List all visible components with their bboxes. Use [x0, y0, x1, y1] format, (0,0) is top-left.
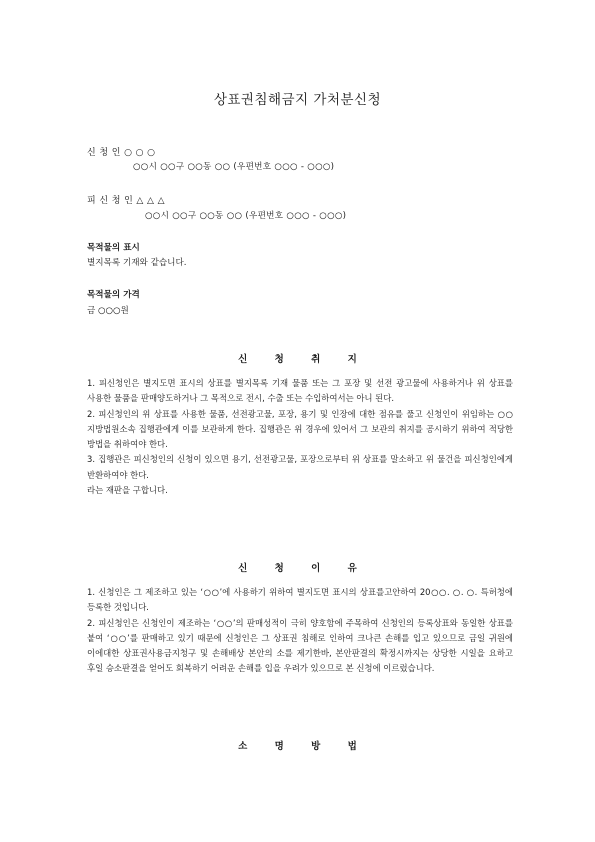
purpose-item-2: 2. 피신청인의 위 상표를 사용한 물품, 선전광고물, 포장, 용기 및 인장에 대한 점유를 풀고 신청인이 위임하는 ○○지방법원소속 집행관에게 이를 보관하게 한다. 집행관은 위 경우에 있어서 그 보관의 취지를 공시하기 위하여 적당한 방법을 취하여야 한다.	[87, 408, 513, 450]
applicant-address: ○○시 ○○구 ○○동 ○○ (우편번호 ○○○ - ○○○)	[133, 162, 335, 172]
respondent-address: ○○시 ○○구 ○○동 ○○ (우편번호 ○○○ - ○○○)	[145, 211, 347, 221]
purpose-closing: 라는 재판을 구합니다.	[87, 485, 168, 496]
purpose-item-3: 3. 집행관은 피신청인의 신청이 있으면 용기, 선전광고물, 포장으로부터 위 상표를 말소하고 위 물건을 피신청인에게 반환하여야 한다.	[87, 454, 513, 480]
purpose-item-1: 1. 피신청인은 별지도면 표시의 상표를 별지목록 기재 물품 또는 그 포장 및 선전 광고물에 사용하거나 위 상표를 사용한 물품을 판매양도하거나 그 목적으로 전시, 수출 또는 수입하여서는 아니 된다.	[87, 378, 513, 404]
object-label: 목적물의 표시	[87, 243, 140, 253]
reason-section	[87, 585, 513, 677]
reason-item-1: 1. 신청인은 그 제조하고 있는 ‘○○’에 사용하기 위하여 별지도면 표시의 상표를고안하여 20○○. ○. ○. 특허청에 등록한 것입니다.	[87, 587, 513, 613]
object-value: 별지목록 기재와 같습니다.	[87, 258, 187, 268]
respondent-line: 피 신 청 인 △ △ △	[87, 196, 165, 206]
document-title: 상표권침해금지 가처분신청	[213, 92, 382, 108]
price-label: 목적물의 가격	[87, 290, 140, 300]
purpose-section	[87, 376, 513, 498]
reason-item-2: 2. 피신청인은 신청인이 제조하는 ‘○○’의 판매성적이 극히 양호함에 주목하여 신청인의 등록상표와 동일한 상표를 붙여 ‘○○’를 판매하고 있기 때문에 신청인은 그 상표권 침해로 인하여 크나큰 손해를 입고 있으므로 금일 귀원에 이에대한 상표권사용금지청구 및 손해배상 본안의 소를 제기한바, 본안판결의 확정시까지는 상당한 시일을 요하고 후일 승소판결을 얻어도 회복하기 어려운 손해를 입을 우려가 있으므로 본 신청에 이르렀습니다.	[87, 617, 513, 674]
applicant-line: 신 청 인 ○ ○ ○	[87, 148, 156, 158]
reason-heading: 신 청 이 유	[238, 563, 357, 574]
price-value: 금 ○○○원	[87, 306, 129, 316]
evidence-heading: 소 명 방 법	[238, 741, 357, 752]
purpose-heading: 신 청 취 지	[238, 354, 357, 365]
